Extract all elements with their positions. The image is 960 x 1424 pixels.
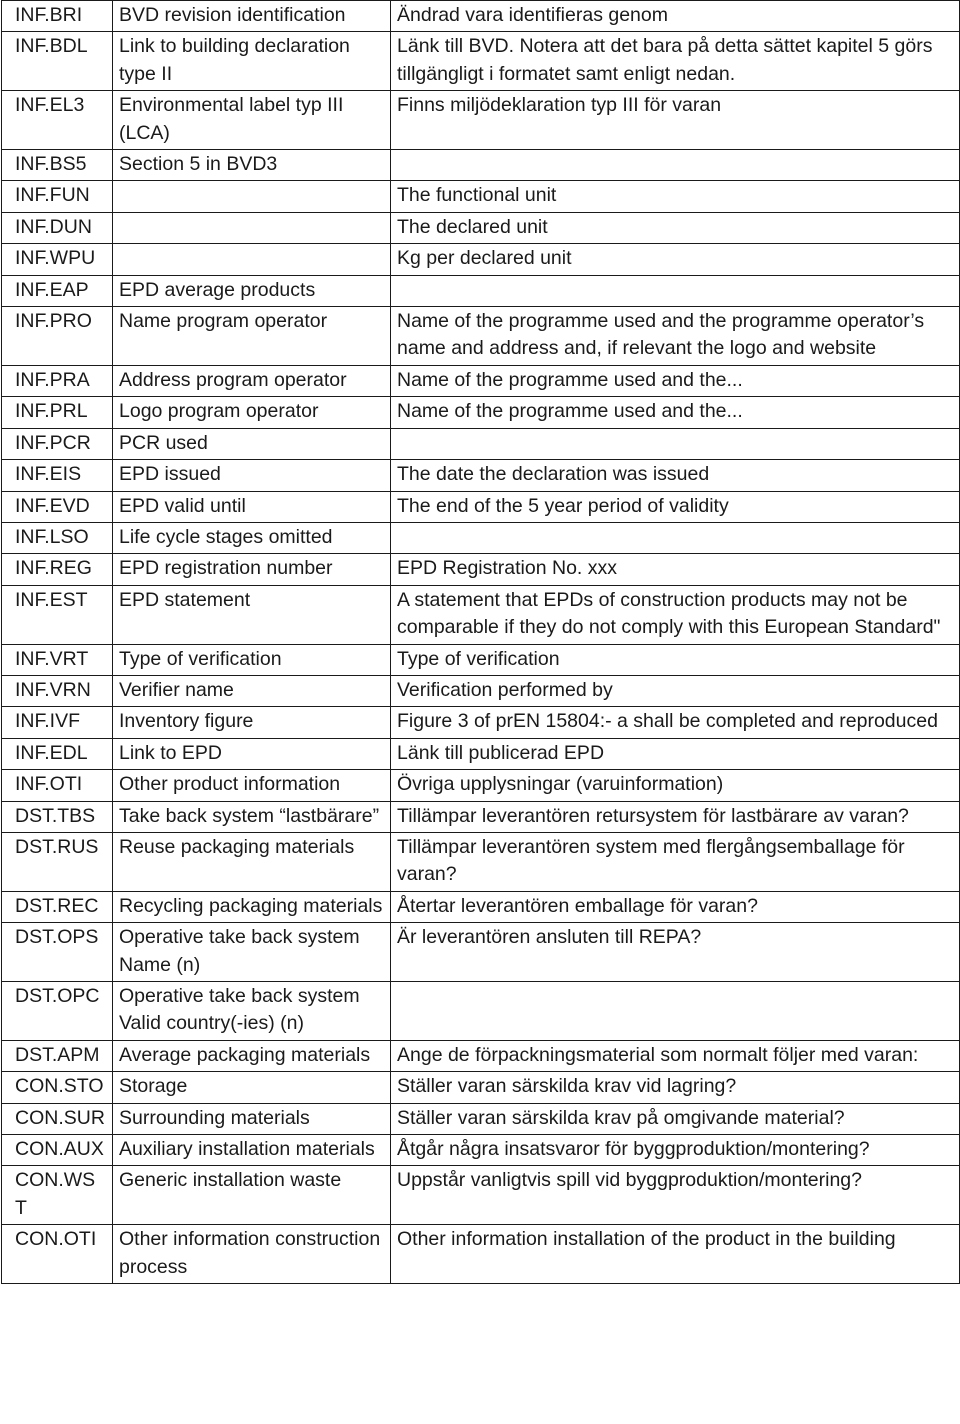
- table-row: [2, 244, 960, 275]
- field-description: Länk till BVD. Notera att det bara på detta sättet kapitel 5 görs tillgängligt i formatet samt enligt nedan.: [391, 32, 960, 91]
- table-row: [2, 397, 960, 428]
- field-code: INF.REG: [2, 554, 113, 585]
- table-row: [2, 1103, 960, 1134]
- field-code: INF.VRN: [2, 675, 113, 706]
- field-name: EPD valid until: [113, 491, 391, 522]
- field-description: A statement that EPDs of construction products may not be comparable if they do not comply with this European Standard": [391, 585, 960, 644]
- table-row: [2, 644, 960, 675]
- table-row: [2, 675, 960, 706]
- table-row: [2, 1225, 960, 1284]
- field-name: Average packaging materials: [113, 1040, 391, 1071]
- table-row: [2, 1040, 960, 1071]
- table-row: [2, 1135, 960, 1166]
- field-name: Other information construction process: [113, 1225, 391, 1284]
- field-description: Figure 3 of prEN 15804:- a shall be completed and reproduced: [391, 707, 960, 738]
- field-code: INF.EAP: [2, 275, 113, 306]
- field-name: Type of verification: [113, 644, 391, 675]
- field-code: INF.FUN: [2, 181, 113, 212]
- field-code: INF.LSO: [2, 522, 113, 553]
- field-name: EPD average products: [113, 275, 391, 306]
- field-code: INF.DUN: [2, 212, 113, 243]
- field-description: Ställer varan särskilda krav på omgivande material?: [391, 1103, 960, 1134]
- table-row: [2, 982, 960, 1041]
- field-description: Återtar leverantören emballage för varan?: [391, 891, 960, 922]
- table-row: [2, 365, 960, 396]
- field-code: CON.OTI: [2, 1225, 113, 1284]
- field-name: PCR used: [113, 428, 391, 459]
- field-name: Life cycle stages omitted: [113, 522, 391, 553]
- field-name: Storage: [113, 1072, 391, 1103]
- field-name: Verifier name: [113, 675, 391, 706]
- table-row: [2, 150, 960, 181]
- field-description: Type of verification: [391, 644, 960, 675]
- field-description: Länk till publicerad EPD: [391, 738, 960, 769]
- field-name: BVD revision identification: [113, 1, 391, 32]
- table-row: [2, 212, 960, 243]
- field-name: Logo program operator: [113, 397, 391, 428]
- field-description: Finns miljödeklaration typ III för varan: [391, 91, 960, 150]
- field-code: INF.PRL: [2, 397, 113, 428]
- field-name: Inventory figure: [113, 707, 391, 738]
- table-row: [2, 307, 960, 366]
- field-description: Name of the programme used and the...: [391, 397, 960, 428]
- field-name: [113, 212, 391, 243]
- field-code: DST.RUS: [2, 832, 113, 891]
- table-body: [2, 1, 960, 1284]
- field-description: Uppstår vanligtvis spill vid byggproduktion/montering?: [391, 1166, 960, 1225]
- field-description: [391, 428, 960, 459]
- table-row: [2, 770, 960, 801]
- field-code: DST.OPS: [2, 923, 113, 982]
- field-code: CON.SUR: [2, 1103, 113, 1134]
- field-name: EPD issued: [113, 460, 391, 491]
- field-code: INF.EDL: [2, 738, 113, 769]
- field-description: Other information installation of the product in the building: [391, 1225, 960, 1284]
- field-code: INF.BDL: [2, 32, 113, 91]
- field-description: Name of the programme used and the programme operator’s name and address and, if relevant the logo and website: [391, 307, 960, 366]
- table-row: [2, 1, 960, 32]
- field-description: [391, 522, 960, 553]
- field-name: EPD registration number: [113, 554, 391, 585]
- field-code: DST.REC: [2, 891, 113, 922]
- field-description: Ändrad vara identifieras genom: [391, 1, 960, 32]
- field-code: INF.BRI: [2, 1, 113, 32]
- field-name: Surrounding materials: [113, 1103, 391, 1134]
- field-name: Operative take back system Name (n): [113, 923, 391, 982]
- field-description: Åtgår några insatsvaror för byggproduktion/montering?: [391, 1135, 960, 1166]
- field-name: Address program operator: [113, 365, 391, 396]
- field-name: EPD statement: [113, 585, 391, 644]
- field-code: INF.EIS: [2, 460, 113, 491]
- field-description: Verification performed by: [391, 675, 960, 706]
- field-description: [391, 275, 960, 306]
- field-name: [113, 181, 391, 212]
- table-row: [2, 1166, 960, 1225]
- field-description: Är leverantören ansluten till REPA?: [391, 923, 960, 982]
- field-code: INF.VRT: [2, 644, 113, 675]
- field-description: The declared unit: [391, 212, 960, 243]
- field-description: The functional unit: [391, 181, 960, 212]
- table-row: [2, 585, 960, 644]
- field-description: Ställer varan särskilda krav vid lagring?: [391, 1072, 960, 1103]
- field-code: CON.AUX: [2, 1135, 113, 1166]
- field-code: INF.BS5: [2, 150, 113, 181]
- field-name: Auxiliary installation materials: [113, 1135, 391, 1166]
- table-row: [2, 832, 960, 891]
- table-row: [2, 181, 960, 212]
- field-name: Recycling packaging materials: [113, 891, 391, 922]
- field-description: EPD Registration No. xxx: [391, 554, 960, 585]
- field-name: Generic installation waste: [113, 1166, 391, 1225]
- field-name: Environmental label typ III (LCA): [113, 91, 391, 150]
- field-description: Kg per declared unit: [391, 244, 960, 275]
- field-name: Other product information: [113, 770, 391, 801]
- table-row: [2, 91, 960, 150]
- field-description: Name of the programme used and the...: [391, 365, 960, 396]
- table-row: [2, 801, 960, 832]
- table-row: [2, 923, 960, 982]
- field-description: [391, 982, 960, 1041]
- field-description: The date the declaration was issued: [391, 460, 960, 491]
- table-row: [2, 460, 960, 491]
- field-description: Tillämpar leverantören system med flergångsemballage för varan?: [391, 832, 960, 891]
- field-code: INF.WPU: [2, 244, 113, 275]
- field-name: Link to building declaration type II: [113, 32, 391, 91]
- field-code: DST.OPC: [2, 982, 113, 1041]
- field-description: [391, 150, 960, 181]
- field-code: INF.EVD: [2, 491, 113, 522]
- field-description: The end of the 5 year period of validity: [391, 491, 960, 522]
- field-definition-table: [1, 0, 960, 1284]
- field-name: Section 5 in BVD3: [113, 150, 391, 181]
- field-code: INF.EL3: [2, 91, 113, 150]
- table-row: [2, 738, 960, 769]
- field-code: INF.PCR: [2, 428, 113, 459]
- table-row: [2, 1072, 960, 1103]
- field-code: CON.STO: [2, 1072, 113, 1103]
- field-description: Övriga upplysningar (varuinformation): [391, 770, 960, 801]
- table-row: [2, 491, 960, 522]
- field-code: INF.EST: [2, 585, 113, 644]
- table-row: [2, 275, 960, 306]
- field-code: CON.WST: [2, 1166, 113, 1225]
- field-code: INF.IVF: [2, 707, 113, 738]
- table-row: [2, 554, 960, 585]
- field-code: INF.OTI: [2, 770, 113, 801]
- field-name: Operative take back system Valid country(-ies) (n): [113, 982, 391, 1041]
- field-name: Link to EPD: [113, 738, 391, 769]
- table-row: [2, 522, 960, 553]
- field-code: INF.PRA: [2, 365, 113, 396]
- field-name: [113, 244, 391, 275]
- table-row: [2, 32, 960, 91]
- field-name: Name program operator: [113, 307, 391, 366]
- field-name: Take back system “lastbärare”: [113, 801, 391, 832]
- field-name: Reuse packaging materials: [113, 832, 391, 891]
- table-row: [2, 707, 960, 738]
- field-description: Ange de förpackningsmaterial som normalt följer med varan:: [391, 1040, 960, 1071]
- field-description: Tillämpar leverantören retursystem för lastbärare av varan?: [391, 801, 960, 832]
- table-row: [2, 891, 960, 922]
- field-code: INF.PRO: [2, 307, 113, 366]
- field-code: DST.TBS: [2, 801, 113, 832]
- field-code: DST.APM: [2, 1040, 113, 1071]
- table-row: [2, 428, 960, 459]
